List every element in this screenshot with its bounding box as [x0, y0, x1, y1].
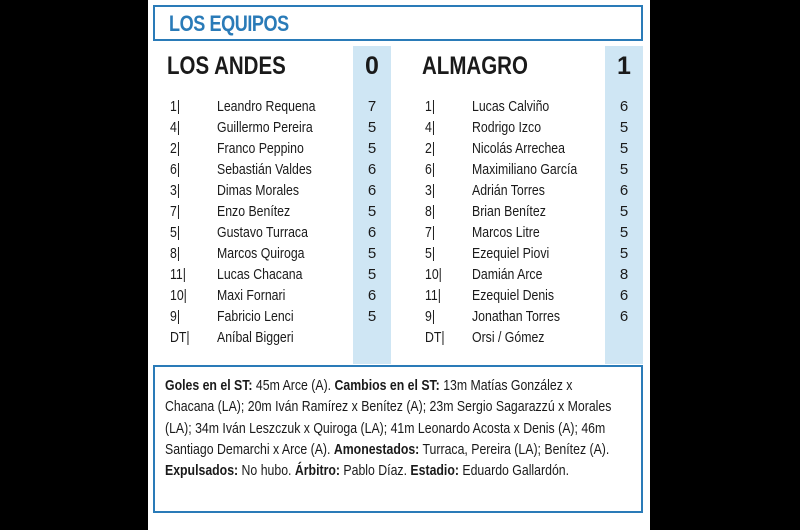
- home-player-row: [170, 117, 391, 138]
- player-number: DT|: [170, 329, 190, 346]
- player-rating: 6: [367, 161, 377, 178]
- player-name: Orsi / Gómez: [472, 329, 545, 346]
- player-rating: 6: [367, 182, 377, 199]
- player-number: 1|: [170, 98, 181, 115]
- lineups-card: [148, 0, 650, 530]
- away-lineup: [425, 96, 643, 348]
- player-name: Enzo Benítez: [217, 203, 291, 220]
- player-name: Marcos Litre: [472, 224, 540, 241]
- home-team-name: LOS ANDES: [167, 52, 286, 80]
- player-rating: 5: [367, 203, 377, 220]
- player-rating: 6: [367, 224, 377, 241]
- player-number: 7|: [170, 203, 181, 220]
- player-number: 10|: [425, 266, 442, 283]
- player-number: 10|: [170, 287, 187, 304]
- player-rating: 5: [619, 203, 629, 220]
- away-team-score: 1: [617, 52, 631, 80]
- player-name: Adrián Torres: [472, 182, 545, 199]
- player-rating: 5: [367, 140, 377, 157]
- player-name: Jonathan Torres: [472, 308, 560, 325]
- player-rating: 6: [619, 182, 629, 199]
- player-rating: 5: [367, 266, 377, 283]
- away-player-row: [425, 327, 643, 348]
- player-number: DT|: [425, 329, 445, 346]
- player-number: 9|: [425, 308, 436, 325]
- player-rating: 5: [367, 245, 377, 262]
- detail-label: Expulsados:: [165, 462, 239, 480]
- player-rating: 6: [619, 308, 629, 325]
- player-name: Ezequiel Denis: [472, 287, 555, 304]
- player-name: Brian Benítez: [472, 203, 546, 220]
- match-details: [153, 367, 643, 513]
- player-name: Maximiliano García: [472, 161, 578, 178]
- home-player-row: [170, 180, 391, 201]
- home-player-row: [170, 138, 391, 159]
- home-player-row: [170, 96, 391, 117]
- player-name: Ezequiel Piovi: [472, 245, 550, 262]
- player-name: Sebastián Valdes: [217, 161, 312, 178]
- detail-text: 13m Matías González x Chacana (LA); 20m Iván Ramírez x Benítez (A); 23m Sergio Sagarazzú x Morales (LA); 34m Iván Leszczuk x Quiroga (LA); 41m Leonardo Acosta x Denis (A); 46m Santiago Demarchi x Arce (A).: [165, 377, 612, 458]
- player-number: 9|: [170, 308, 181, 325]
- player-rating: 5: [619, 140, 629, 157]
- player-name: Guillermo Pereira: [217, 119, 313, 136]
- detail-label: Amonestados:: [333, 440, 420, 458]
- home-team-score: 0: [365, 52, 379, 80]
- detail-text: No hubo.: [238, 462, 295, 480]
- player-name: Gustavo Turraca: [217, 224, 308, 241]
- player-name: Franco Peppino: [217, 140, 304, 157]
- detail-text: Eduardo Gallardón.: [458, 462, 570, 480]
- player-name: Aníbal Biggeri: [217, 329, 294, 346]
- player-name: Fabricio Lenci: [217, 308, 294, 325]
- player-name: Maxi Fornari: [217, 287, 286, 304]
- detail-text: Pablo Díaz.: [339, 462, 411, 480]
- player-name: Leandro Requena: [217, 98, 316, 115]
- home-player-row: [170, 159, 391, 180]
- player-number: 6|: [425, 161, 436, 178]
- player-number: 2|: [425, 140, 436, 157]
- detail-label: Estadio:: [410, 462, 459, 480]
- detail-text: 45m Arce (A).: [252, 377, 335, 394]
- player-rating: 6: [619, 98, 629, 115]
- home-player-row: [170, 327, 391, 348]
- player-rating: 5: [367, 308, 377, 325]
- player-number: 5|: [170, 224, 181, 241]
- away-player-row: [425, 222, 643, 243]
- player-number: 3|: [425, 182, 436, 199]
- away-player-row: [425, 159, 643, 180]
- player-rating: 5: [619, 119, 629, 136]
- player-rating: 5: [367, 119, 377, 136]
- player-number: 4|: [170, 119, 181, 136]
- player-rating: 8: [619, 266, 629, 283]
- home-player-row: [170, 264, 391, 285]
- away-team-name: ALMAGRO: [422, 52, 528, 80]
- player-number: 1|: [425, 98, 436, 115]
- home-player-row: [170, 243, 391, 264]
- player-number: 11|: [425, 287, 441, 304]
- player-number: 4|: [425, 119, 436, 136]
- away-player-row: [425, 138, 643, 159]
- player-number: 2|: [170, 140, 181, 157]
- away-player-row: [425, 180, 643, 201]
- home-player-row: [170, 201, 391, 222]
- away-player-row: [425, 243, 643, 264]
- section-title: LOS EQUIPOS: [169, 11, 289, 36]
- detail-label: Árbitro:: [294, 462, 340, 480]
- player-rating: 6: [367, 287, 377, 304]
- home-player-row: [170, 285, 391, 306]
- player-rating: 5: [619, 224, 629, 241]
- player-name: Lucas Chacana: [217, 266, 303, 283]
- player-number: 8|: [425, 203, 436, 220]
- match-details-text: [165, 375, 624, 481]
- detail-label: Goles en el ST:: [165, 377, 253, 394]
- player-rating: 5: [619, 161, 629, 178]
- player-number: 8|: [170, 245, 181, 262]
- player-name: Nicolás Arrechea: [472, 140, 565, 157]
- player-number: 7|: [425, 224, 436, 241]
- home-player-row: [170, 222, 391, 243]
- player-rating: 7: [367, 98, 377, 115]
- detail-text: Turraca, Pereira (LA); Benítez (A).: [419, 440, 610, 458]
- home-player-row: [170, 306, 391, 327]
- away-player-row: [425, 117, 643, 138]
- away-player-row: [425, 285, 643, 306]
- detail-label: Cambios en el ST:: [334, 377, 440, 394]
- away-player-row: [425, 264, 643, 285]
- player-name: Lucas Calviño: [472, 98, 550, 115]
- player-name: Damián Arce: [472, 266, 543, 283]
- player-number: 3|: [170, 182, 181, 199]
- player-number: 6|: [170, 161, 181, 178]
- home-lineup: [170, 96, 391, 348]
- player-name: Dimas Morales: [217, 182, 300, 199]
- player-number: 5|: [425, 245, 436, 262]
- player-rating: 6: [619, 287, 629, 304]
- away-player-row: [425, 201, 643, 222]
- player-name: Marcos Quiroga: [217, 245, 305, 262]
- away-player-row: [425, 306, 643, 327]
- player-name: Rodrigo Izco: [472, 119, 542, 136]
- player-number: 11|: [170, 266, 186, 283]
- player-rating: 5: [619, 245, 629, 262]
- away-player-row: [425, 96, 643, 117]
- section-header: [153, 5, 643, 41]
